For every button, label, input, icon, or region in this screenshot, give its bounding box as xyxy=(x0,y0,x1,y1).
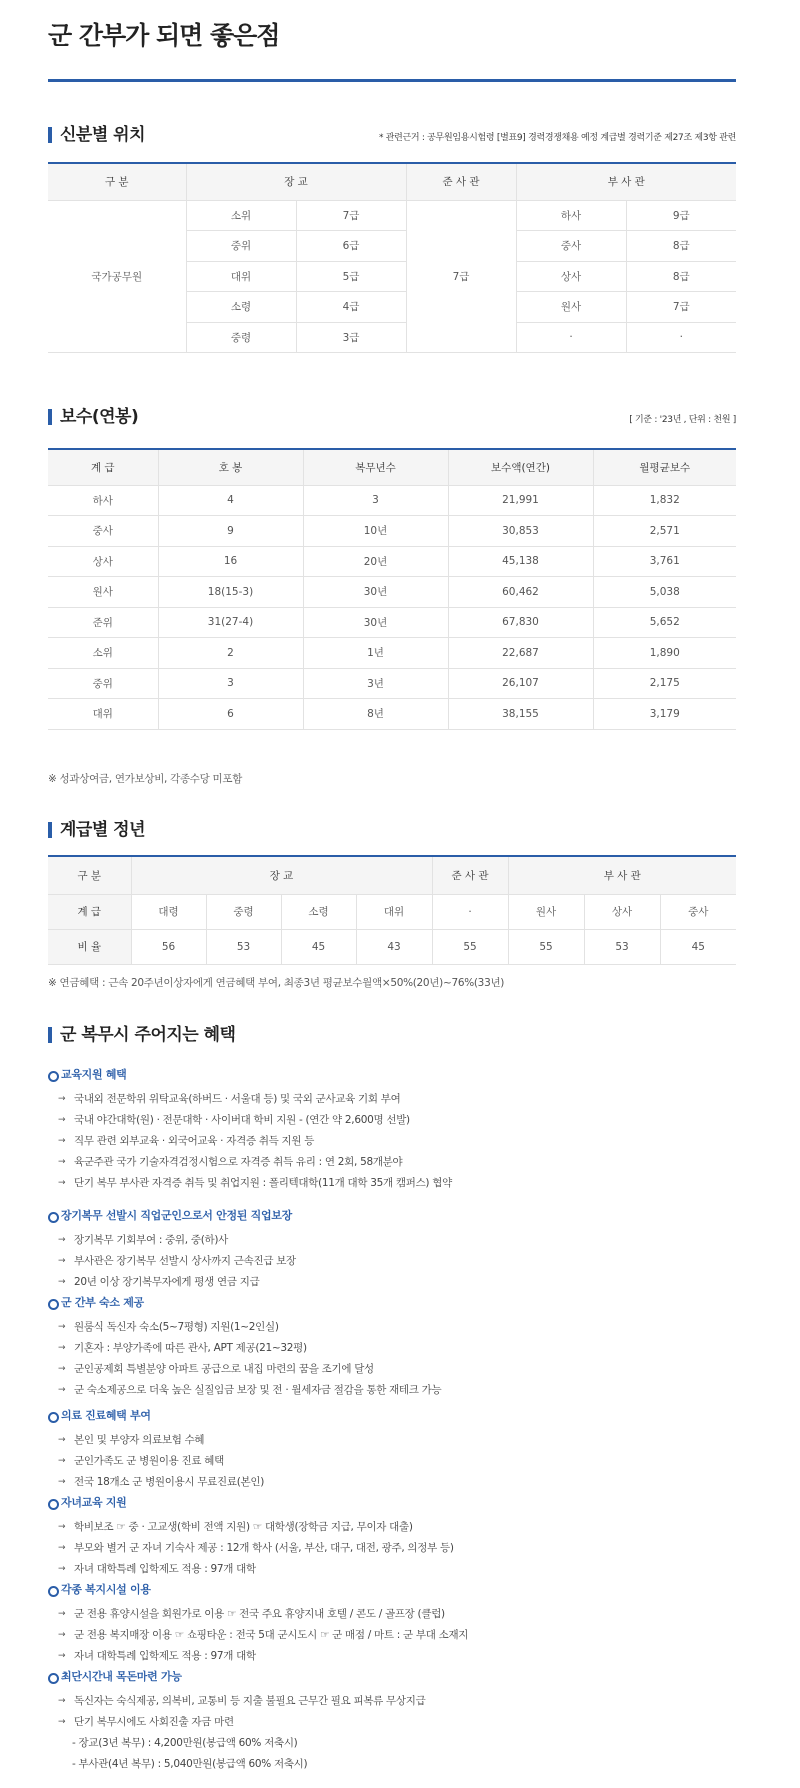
position-row xyxy=(48,200,736,231)
retire-header-officer: 장 교 xyxy=(131,856,432,894)
nco-rank: 중사 xyxy=(516,231,626,262)
benefit-item: → 기혼자 : 부양가족에 따른 관사, APT 제공(21~32평) xyxy=(58,1338,736,1359)
retire-rank: 대령 xyxy=(131,894,206,929)
salary-cell: 16 xyxy=(158,546,303,577)
retire-rank-row xyxy=(48,894,736,929)
salary-row xyxy=(48,546,736,577)
salary-cell: 45,138 xyxy=(448,546,593,577)
salary-cell: 1년 xyxy=(303,638,448,669)
position-header-category: 구 분 xyxy=(48,163,186,200)
salary-header: 보수액(연간) xyxy=(448,449,593,485)
benefits-title: 군 복무시 주어지는 혜택 xyxy=(48,1024,736,1046)
retire-rank: 원사 xyxy=(508,894,584,929)
salary-cell: 22,687 xyxy=(448,638,593,669)
retire-rank: 상사 xyxy=(584,894,660,929)
nco-rank: 원사 xyxy=(516,292,626,323)
retire-age: 45 xyxy=(281,929,356,964)
salary-cell: 26,107 xyxy=(448,668,593,699)
salary-cell: 3 xyxy=(303,485,448,516)
benefit-group-title: 군 간부 숙소 제공 xyxy=(48,1295,736,1311)
salary-header: 호 봉 xyxy=(158,449,303,485)
benefit-subitem: - 장교(3년 복무) : 4,200만원(봉급액 60% 저축시) xyxy=(72,1737,298,1749)
benefit-item: → 독신자는 숙식제공, 의복비, 교통비 등 지출 불필요 근무간 필요 피복류 무상지급 xyxy=(58,1691,736,1712)
salary-cell: 5,038 xyxy=(593,577,736,608)
warrant-grade: 7급 xyxy=(406,200,516,353)
salary-table xyxy=(48,448,736,730)
benefit-item: → 직무 관련 외부교육 · 외국어교육 · 자격증 취득 지원 등 xyxy=(58,1131,736,1152)
nco-grade: 8급 xyxy=(626,231,736,262)
officer-grade: 4급 xyxy=(296,292,406,323)
salary-cell: 3,761 xyxy=(593,546,736,577)
nco-rank: · xyxy=(516,322,626,353)
benefit-group xyxy=(48,1295,736,1401)
benefit-subitem: - 부사관(4년 복무) : 5,040만원(봉급액 60% 저축시) xyxy=(72,1758,308,1770)
benefit-item: → 자녀 대학특례 입학제도 적용 : 97개 대학 xyxy=(58,1559,736,1580)
retire-age: 45 xyxy=(660,929,736,964)
position-title: 신분별 위치 xyxy=(48,124,736,146)
retire-rank: · xyxy=(432,894,508,929)
salary-cell: 31(27-4) xyxy=(158,607,303,638)
salary-cell: 중위 xyxy=(48,668,158,699)
salary-section xyxy=(48,406,736,730)
benefit-item: → 단기 복무 부사관 자격증 취득 및 취업지원 : 폴리텍대학(11개 대학 35개 캠퍼스) 협약 xyxy=(58,1173,736,1194)
officer-rank: 대위 xyxy=(186,261,296,292)
officer-rank: 중위 xyxy=(186,231,296,262)
benefit-item: → 부모와 별거 군 자녀 기숙사 제공 : 12개 학사 (서울, 부산, 대구, 대전, 광주, 의정부 등) xyxy=(58,1538,736,1559)
benefits-section xyxy=(48,1024,736,1046)
position-section xyxy=(48,124,736,353)
salary-cell: 10년 xyxy=(303,516,448,547)
nco-grade: · xyxy=(626,322,736,353)
benefit-item: → 군인공제회 특별분양 아파트 공급으로 내집 마련의 꿈을 조기에 달성 xyxy=(58,1359,736,1380)
salary-header: 월평균보수 xyxy=(593,449,736,485)
retire-age: 53 xyxy=(206,929,281,964)
benefit-item: → 장기복무 기회부여 : 중위, 중(하)사 xyxy=(58,1230,736,1251)
salary-cell: 상사 xyxy=(48,546,158,577)
benefit-item: → 군인가족도 군 병원이용 진료 혜택 xyxy=(58,1451,736,1472)
salary-row xyxy=(48,668,736,699)
salary-cell: 하사 xyxy=(48,485,158,516)
salary-cell: 3 xyxy=(158,668,303,699)
retire-header-category: 구 분 xyxy=(48,856,131,894)
benefit-list xyxy=(48,1230,736,1293)
salary-title: 보수(연봉) xyxy=(48,406,736,428)
salary-cell: 4 xyxy=(158,485,303,516)
retire-rank-label: 계 급 xyxy=(48,894,131,929)
salary-cell: 5,652 xyxy=(593,607,736,638)
nco-rank: 하사 xyxy=(516,200,626,231)
salary-cell: 중사 xyxy=(48,516,158,547)
benefit-group xyxy=(48,1408,736,1493)
benefit-item: → 학비보조 ☞ 중 · 고교생(학비 전액 지원) ☞ 대학생(장학금 지급, 무이자 대출) xyxy=(58,1517,736,1538)
salary-row xyxy=(48,699,736,730)
officer-rank: 중령 xyxy=(186,322,296,353)
benefit-item: → 자녀 대학특례 입학제도 적용 : 97개 대학 xyxy=(58,1646,736,1667)
salary-cell: 67,830 xyxy=(448,607,593,638)
retire-rank: 대위 xyxy=(356,894,432,929)
salary-header: 계 급 xyxy=(48,449,158,485)
salary-cell: 준위 xyxy=(48,607,158,638)
retire-age: 56 xyxy=(131,929,206,964)
page-title: 군 간부가 되면 좋은점 xyxy=(48,21,280,50)
position-table xyxy=(48,162,736,353)
salary-cell: 30년 xyxy=(303,577,448,608)
officer-grade: 5급 xyxy=(296,261,406,292)
benefit-list xyxy=(48,1691,736,1775)
salary-cell: 3,179 xyxy=(593,699,736,730)
benefit-list xyxy=(48,1517,736,1580)
salary-row xyxy=(48,485,736,516)
retire-rank: 중령 xyxy=(206,894,281,929)
salary-cell: 20년 xyxy=(303,546,448,577)
benefit-item: → 20년 이상 장기복무자에게 평생 연금 지급 xyxy=(58,1272,736,1293)
retire-rank: 중사 xyxy=(660,894,736,929)
salary-cell: 30,853 xyxy=(448,516,593,547)
benefit-group-title: 의료 진료혜택 부여 xyxy=(48,1408,736,1424)
salary-row xyxy=(48,607,736,638)
officer-grade: 7급 xyxy=(296,200,406,231)
salary-cell: 8년 xyxy=(303,699,448,730)
retire-age: 43 xyxy=(356,929,432,964)
salary-cell: 18(15-3) xyxy=(158,577,303,608)
position-header-officer: 장 교 xyxy=(186,163,406,200)
retire-header-nco: 부 사 관 xyxy=(508,856,736,894)
benefit-list xyxy=(48,1089,736,1194)
retire-age-row xyxy=(48,929,736,964)
retire-title: 계급별 정년 xyxy=(48,819,736,841)
officer-grade: 6급 xyxy=(296,231,406,262)
salary-note: [ 기준 : '23년 , 단위 : 천원 ] xyxy=(629,415,736,425)
salary-cell: 2,571 xyxy=(593,516,736,547)
benefit-item: → 군 숙소제공으로 더욱 높은 실질임금 보장 및 전 · 월세자금 절감을 통한 재테크 가능 xyxy=(58,1380,736,1401)
benefit-item: → 육군주관 국가 기술자격검정시험으로 자격증 취득 유리 : 연 2회, 58개분야 xyxy=(58,1152,736,1173)
benefit-group-title: 자녀교육 지원 xyxy=(48,1495,736,1511)
position-header-nco: 부 사 관 xyxy=(516,163,736,200)
nco-grade: 9급 xyxy=(626,200,736,231)
benefit-list xyxy=(48,1604,736,1667)
benefit-group xyxy=(48,1067,736,1194)
benefit-item: → 단기 복무시에도 사회진출 자금 마련 xyxy=(58,1712,736,1733)
benefit-item: → 국내외 전문학위 위탁교육(하버드 · 서울대 등) 및 국외 군사교육 기회 부여 xyxy=(58,1089,736,1110)
benefit-item: → 전국 18개소 군 병원이용시 무료진료(본인) xyxy=(58,1472,736,1493)
salary-row xyxy=(48,577,736,608)
benefit-item: → 원룸식 독신자 숙소(5~7평형) 지원(1~2인실) xyxy=(58,1317,736,1338)
salary-footnote: ※ 성과상여금, 연가보상비, 각종수당 미포함 xyxy=(48,773,243,785)
salary-row xyxy=(48,516,736,547)
benefit-item: → 본인 및 부양자 의료보험 수혜 xyxy=(58,1430,736,1451)
benefit-group-title: 각종 복지시설 이용 xyxy=(48,1582,736,1598)
retire-footnote: ※ 연금혜택 : 근속 20주년이상자에게 연금혜택 부여, 최종3년 평균보수월액×50%(20년)~76%(33년) xyxy=(48,977,505,989)
salary-cell: 2,175 xyxy=(593,668,736,699)
benefit-group xyxy=(48,1495,736,1580)
salary-cell: 3년 xyxy=(303,668,448,699)
position-row-label: 국가공무원 xyxy=(48,200,186,353)
salary-cell: 60,462 xyxy=(448,577,593,608)
retire-age: 53 xyxy=(584,929,660,964)
salary-cell: 대위 xyxy=(48,699,158,730)
position-note: * 관련근거 : 공무원임용시험령 [별표9] 경력경쟁채용 예정 계급별 경력기준 제27조 제3항 관련 xyxy=(378,133,736,143)
benefit-item: → 부사관은 장기복무 선발시 상사까지 근속진급 보장 xyxy=(58,1251,736,1272)
salary-cell: 소위 xyxy=(48,638,158,669)
benefit-group-title: 교육지원 혜택 xyxy=(48,1067,736,1083)
salary-cell: 9 xyxy=(158,516,303,547)
salary-cell: 1,890 xyxy=(593,638,736,669)
officer-rank: 소령 xyxy=(186,292,296,323)
benefit-group xyxy=(48,1582,736,1667)
retire-age: 55 xyxy=(508,929,584,964)
salary-cell: 30년 xyxy=(303,607,448,638)
salary-row xyxy=(48,638,736,669)
salary-cell: 2 xyxy=(158,638,303,669)
nco-grade: 8급 xyxy=(626,261,736,292)
benefit-item: → 군 전용 복지매장 이용 ☞ 쇼핑타운 : 전국 5대 군시도시 ☞ 군 매점 / 마트 : 군 부대 소재지 xyxy=(58,1625,736,1646)
title-divider xyxy=(48,79,736,82)
salary-cell: 1,832 xyxy=(593,485,736,516)
officer-rank: 소위 xyxy=(186,200,296,231)
retire-table xyxy=(48,855,736,965)
benefit-item: → 국내 야간대학(원) · 전문대학 · 사이버대 학비 지원 - (연간 약 2,600명 선발) xyxy=(58,1110,736,1131)
retire-rank: 소령 xyxy=(281,894,356,929)
retire-age: 55 xyxy=(432,929,508,964)
position-header-warrant: 준 사 관 xyxy=(406,163,516,200)
benefit-list xyxy=(48,1317,736,1401)
benefit-list xyxy=(48,1430,736,1493)
nco-rank: 상사 xyxy=(516,261,626,292)
nco-grade: 7급 xyxy=(626,292,736,323)
retire-age-label: 비 율 xyxy=(48,929,131,964)
officer-grade: 3급 xyxy=(296,322,406,353)
benefit-item: → 군 전용 휴양시설을 회원가로 이용 ☞ 전국 주요 휴양지내 호텔 / 콘도 / 골프장 (클럽) xyxy=(58,1604,736,1625)
retire-section xyxy=(48,819,736,965)
salary-cell: 6 xyxy=(158,699,303,730)
benefit-group-title: 장기복무 선발시 직업군인으로서 안정된 직업보장 xyxy=(48,1208,736,1224)
benefit-group-title: 최단시간내 목돈마련 가능 xyxy=(48,1669,736,1685)
salary-cell: 21,991 xyxy=(448,485,593,516)
salary-cell: 38,155 xyxy=(448,699,593,730)
benefit-group xyxy=(48,1208,736,1293)
salary-cell: 원사 xyxy=(48,577,158,608)
retire-header-warrant: 준 사 관 xyxy=(432,856,508,894)
salary-header: 복무년수 xyxy=(303,449,448,485)
benefit-group xyxy=(48,1669,736,1775)
